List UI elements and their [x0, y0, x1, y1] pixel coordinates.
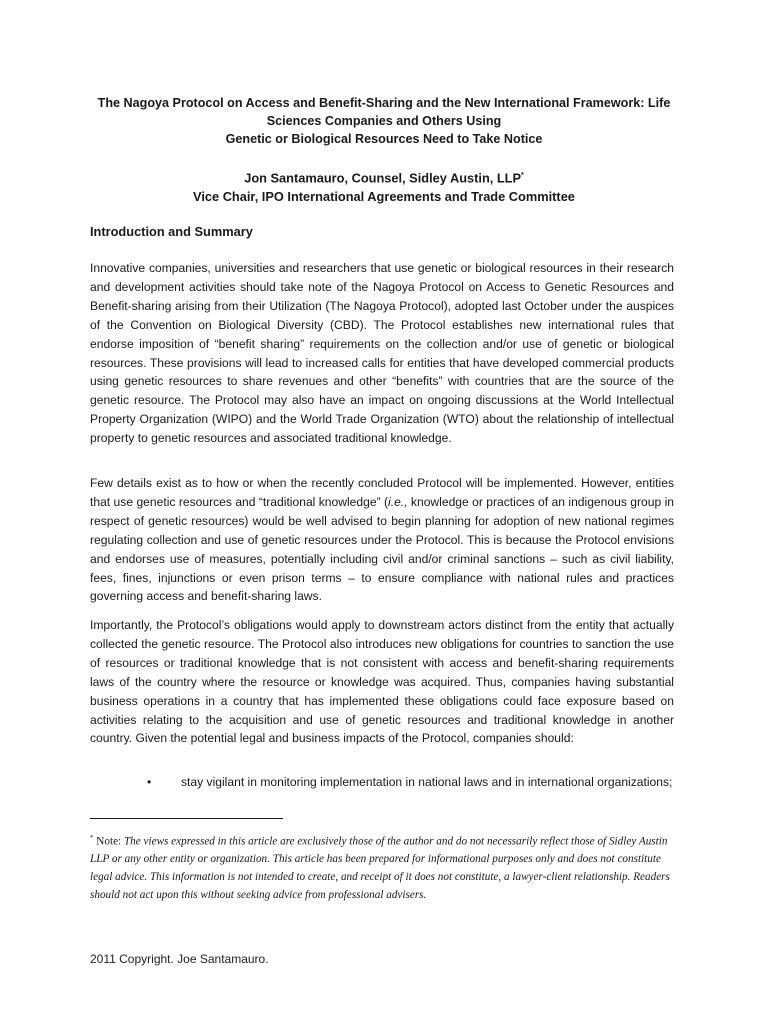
document-title — [96, 94, 672, 148]
footnote-label: Note: — [93, 835, 124, 848]
paragraph-2-part-a: Few details exist as to how or when the recently concluded Protocol will be implemented. However, entities that use genetic resources and “traditional knowledge” ( — [90, 476, 674, 509]
title-line: Sciences Companies and Others Using — [266, 114, 502, 128]
author-role: Vice Chair, IPO International Agreements and Trade Committee — [193, 189, 575, 205]
footnote-marker: * — [90, 834, 94, 842]
bullet-text: stay vigilant in monitoring implementation in national laws and in international organizations; — [181, 775, 673, 789]
bullet-icon: • — [147, 775, 152, 789]
paragraph-2 — [90, 474, 674, 606]
author-footnote-marker: * — [521, 172, 524, 179]
paragraph-3: Importantly, the Protocol’s obligations would apply to downstream actors distinct from the entity that actually collected the genetic resource. The Protocol also introduces new obligations for countries to sanction the use of resources or traditional knowledge that is not consistent with access and benefit-sharing requirements laws of the country where the resource or knowledge was acquired. Thus, companies having substantial business operations in a country that has implemented these obligations could face exposure based on activities relating to the acquisition and use of genetic resources and traditional knowledge in another country. Given the potential legal and business impacts of the Protocol, companies should: — [90, 618, 674, 746]
title-line: The Nagoya Protocol on Access and Benefit-Sharing and the New International Framework: Life — [97, 96, 671, 110]
paragraph-1: Innovative companies, universities and researchers that use genetic or biological resources in their research and development activities should take note of the Nagoya Protocol on Access to Genetic Resources and Benefit-sharing arising from their Utilization (The Nagoya Protocol), adopted last October under the auspices of the Convention on Biological Diversity (CBD). The Protocol establishes new international rules that endorse imposition of “benefit sharing” requirements on the collection and/or use of genetic or biological resources. These provisions will lead to increased calls for entities that have developed commercial products using genetic resources to share revenues and other “benefits” with countries that are the source of the genetic resource. The Protocol may also have an impact on ongoing discussions at the World Intellectual Property Organization (WIPO) and the World Trade Organization (WTO) about the relationship of intellectual property to genetic resources and associated traditional knowledge. — [90, 261, 674, 446]
author-block — [96, 166, 672, 206]
footnote-text: The views expressed in this article are exclusively those of the author and do not necessarily reflect those of Sidley Austin LLP or any other entity or organization. This article has been prepared for informational purposes only and does not constitute legal advice. This information is not intended to create, and receipt of it does not constitute, a lawyer-client relationship. Readers should not act upon this without seeking advice from professional advisers. — [90, 835, 670, 901]
paragraph-2-ie: i.e., — [388, 494, 408, 509]
author-line — [96, 166, 672, 187]
paragraph-2-part-b: knowledge or practices of an indigenous group in respect of genetic resources) would be well advised to begin planning for adoption of new national regimes regulating collection and use of genetic resources under the Protocol. This is because the Protocol envisions and endorses use of measures, potentially including civil and/or criminal sanctions – such as civil liability, fees, fines, injunctions or even prison terms – to ensure compliance with national rules and practices governing access and benefit-sharing laws. — [90, 494, 675, 604]
copyright-line: 2011 Copyright. Joe Santamauro. — [90, 952, 269, 966]
footnote-divider — [90, 818, 283, 819]
title-line: Genetic or Biological Resources Need to Take Notice — [225, 132, 543, 146]
author-name: Jon Santamauro, Counsel, Sidley Austin, LLP — [244, 170, 522, 186]
footnote — [90, 830, 680, 904]
section-heading: Introduction and Summary — [90, 224, 253, 239]
